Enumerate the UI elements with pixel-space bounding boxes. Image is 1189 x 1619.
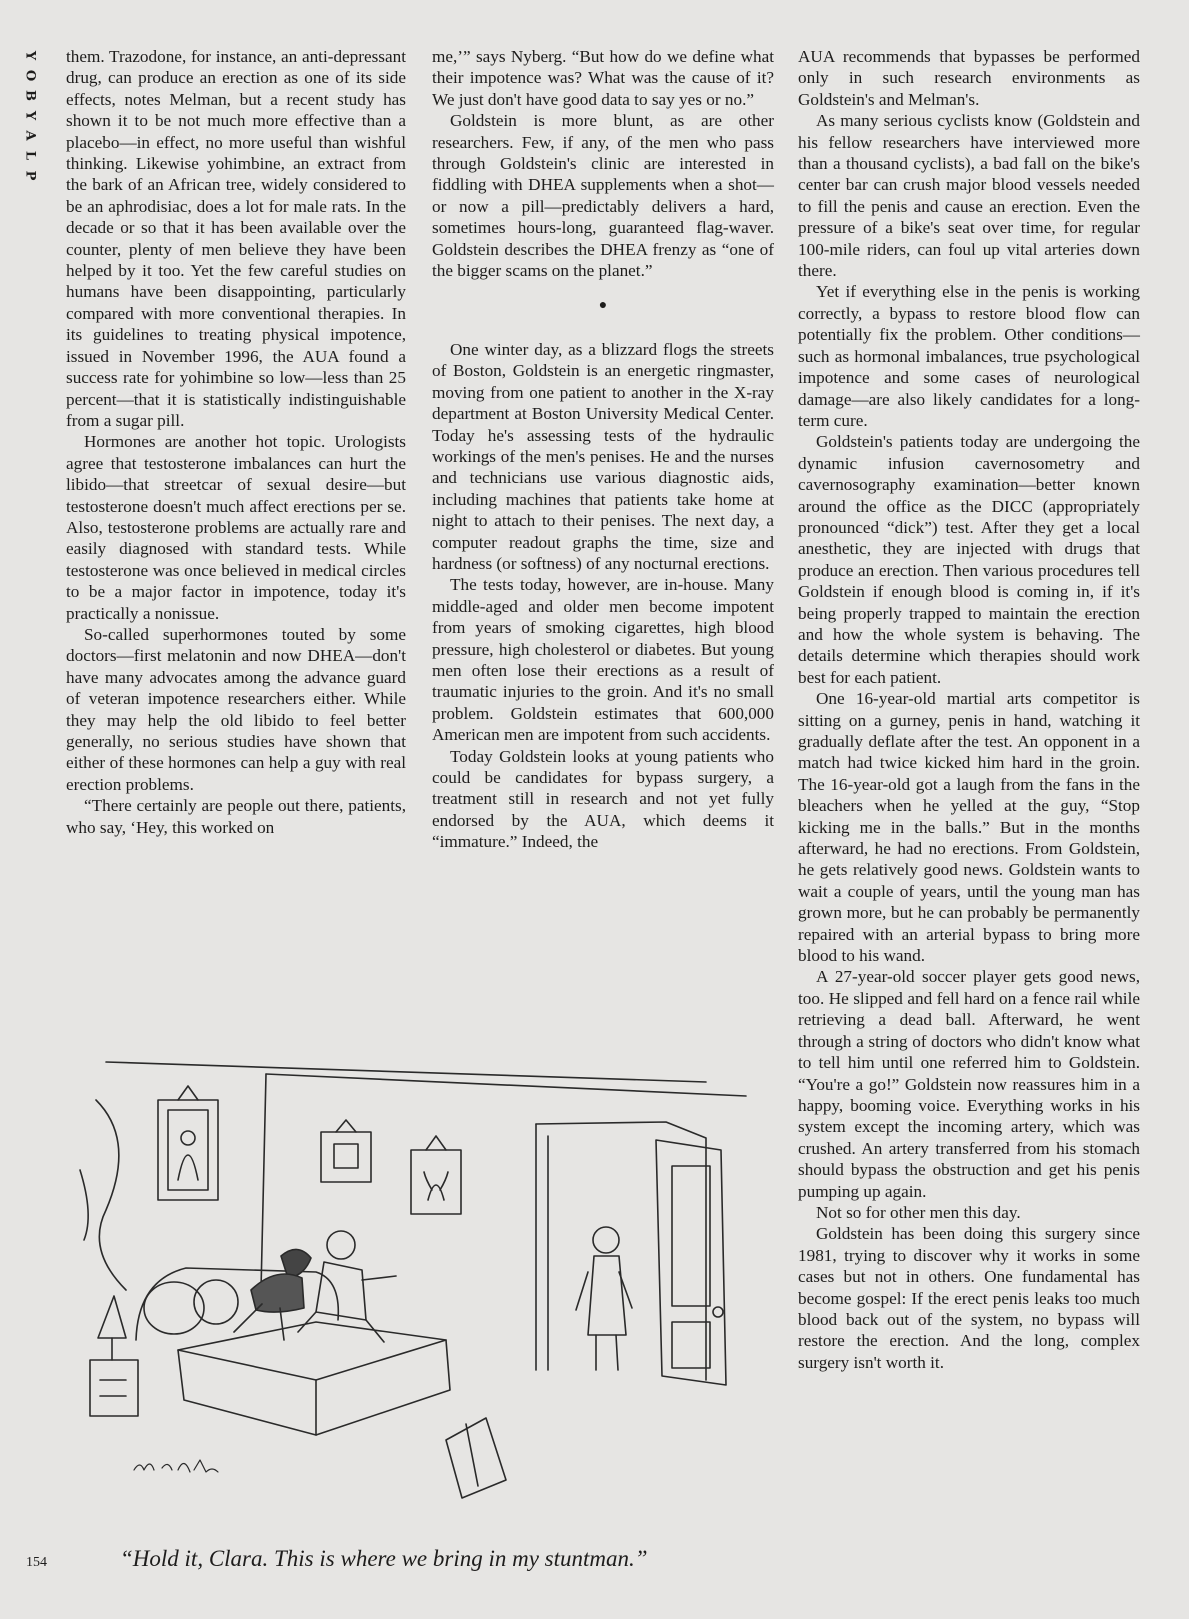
paragraph: Goldstein is more blunt, as are other researchers. Few, if any, of the men who pass through Goldstein's clinic are interested in fiddling with DHEA supplements when a shot—or now a pill—predictably delivers a hard, sometimes hours-long, guaranteed flag-waver. Goldstein describes the DHEA frenzy as “one of the bigger scams on the planet.” [432, 111, 774, 281]
article-column-3 [798, 46, 1140, 1373]
paragraph: One 16-year-old martial arts competitor is sitting on a gurney, penis in hand, watching it gradually deflate after the test. An opponent in a match had twice kicked him hard in the groin. The 16-year-old got a laugh from the fans in the bleachers when he yelled at the guy, “Stop kicking me in the balls.” But in the months afterward, he had no erections. From Goldstein, he gets relatively good news. Goldstein wants to wait a couple of years, until the young man has grown more, but he can probably be permanently repaired with an arterial bypass to bring more blood to his wand. [798, 689, 1140, 966]
paragraph: One winter day, as a blizzard flogs the streets of Boston, Goldstein is an energetic ringmaster, moving from one patient to another in the X-ray department at Boston University Medical Center. Today he's assessing tests of the hydraulic workings of the men's penises. He and the nurses and technicians use various diagnostic aids, including machines that patients take home at night to attach to their penises. The next day, a computer readout graphs the time, size and hardness (or softness) of any nocturnal erections. [432, 339, 774, 573]
paragraph: As many serious cyclists know (Goldstein and his fellow researchers have interviewed more than a thousand cyclists), a bad fall on the bike's center bar can crush major blood vessels needed to fill the penis and cause an erection. Even the pressure of a bike's seat over time, for regular 100-mile riders, can foul up vital arteries down there. [798, 111, 1140, 281]
paragraph: them. Trazodone, for instance, an anti-depressant drug, can produce an erection as one of its side effects, notes Melman, but a recent study has shown it to be not much more effective than a placebo—in effect, no more useful than wishful thinking. Likewise yohimbine, an extract from the bark of an African tree, widely considered to be an aphrodisiac, does a lot for male rats. In the decade or so that it has been available over the counter, plenty of men believe they have been helped by it too. Yet the few careful studies on humans have been disappointing, particularly compared with more conventional therapies. In its guidelines to treating physical impotence, issued in November 1996, the AUA found a success rate for yohimbine so low—less than 25 percent—that it is statistically indistinguishable from a sugar pill. [66, 47, 406, 430]
cartoon-caption: “Hold it, Clara. This is where we bring in my stuntman.” [120, 1546, 648, 1571]
paragraph: Not so for other men this day. [816, 1202, 1021, 1222]
paragraph: Goldstein has been doing this surgery since 1981, trying to discover why it works in some cases but not in others. One fundamental has become gospel: If the erect penis leaks too much blood back out of the system, no bypass will restore the erection. And the long, complex surgery isn't worth it. [798, 1224, 1140, 1372]
page-number: 154 [26, 1555, 47, 1570]
paragraph: A 27-year-old soccer player gets good news, too. He slipped and fell hard on a fence rail while retrieving a dead ball. Afterward, he went through a string of doctors who didn't know what to tell him until one referred him to Goldstein. “You're a go!” Goldstein now reassures him in a happy, booming voice. Everything works in his system except the incoming artery, which was crushed. An artery transferred from his stomach should bypass the obstruction and get his penis pumping up again. [798, 967, 1140, 1201]
paragraph: me,’” says Nyberg. “But how do we define what their impotence was? What was the cause of it? We just don't have good data to say yes or no.” [432, 47, 774, 109]
paragraph: So-called superhormones touted by some doctors—first melatonin and now DHEA—don't have many advocates among the advance guard of veteran impotence researchers either. While they may help the old libido to feel better generally, no serious studies have shown that either of these hormones can help a guy with real erection problems. [66, 624, 406, 794]
section-break-bullet: ● [598, 298, 608, 314]
paragraph: “There certainly are people out there, patients, who say, ‘Hey, this worked on [66, 796, 406, 837]
paragraph: Yet if everything else in the penis is working correctly, a bypass to restore blood flow can potentially fix the problem. Other conditions—such as hormonal imbalances, true psychological impotence and some cases of neurological damage—are also likely candidates for a long-term cure. [798, 282, 1140, 430]
bedroom-cartoon-illustration [66, 1040, 766, 1540]
article-column-1 [66, 46, 406, 838]
article-column-2 [432, 46, 774, 853]
paragraph: Hormones are another hot topic. Urologists agree that testosterone imbalances can hurt the libido—that streetcar of sexual desire—but testosterone doesn't much affect erections per se. Also, testosterone problems are actually rare and easily diagnosed with standard tests. While testosterone was once believed in medical circles to be a major factor in impotence, today it's practically a nonissue. [66, 432, 406, 623]
paragraph: AUA recommends that bypasses be performed only in such research environments as Goldstein's and Melman's. [798, 47, 1140, 109]
magazine-side-label: Y O B Y A L P [22, 50, 38, 181]
paragraph: Goldstein's patients today are undergoing the dynamic infusion cavernosometry and cavernosography examination—better known around the office as the DICC (appropriately pronounced “dick”) test. After they get a local anesthetic, they are injected with drugs that produce an erection. Then various procedures tell Goldstein if enough blood is coming in, if it's being properly trapped to maintain the erection and how the whole system is behaving. The details determine which therapies should work best for each patient. [798, 432, 1140, 687]
paragraph: The tests today, however, are in-house. Many middle-aged and older men become impotent from years of smoking cigarettes, high blood pressure, high cholesterol or diabetes. But young men often lose their erections as a result of traumatic injuries to the groin. And it's no small problem. Goldstein estimates that 600,000 American men are impotent from such accidents. [432, 575, 774, 745]
paragraph: Today Goldstein looks at young patients who could be candidates for bypass surgery, a treatment still in research and not yet fully endorsed by the AUA, which deems it “immature.” Indeed, the [432, 746, 774, 852]
